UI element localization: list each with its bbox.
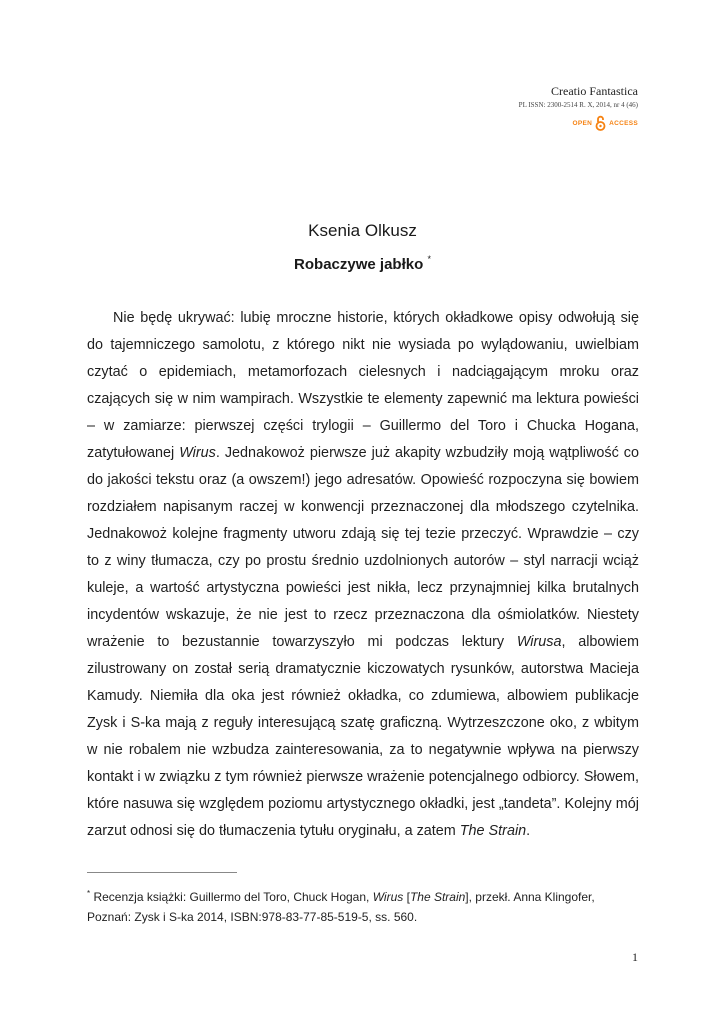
footnote-text-2: [: [403, 890, 410, 904]
article-author: Ksenia Olkusz: [308, 221, 417, 240]
body-text-part-1: Nie będę ukrywać: lubię mroczne historie, których okładkowe opisy odwołują się do tajemniczego samolotu, z którego nikt nie wysiada po wylądowaniu, uwielbiam czytać o epidemiach, metamorfozach cielesnych i nadciągającym mroku oraz czających się w nim wampirach. Wszystkie te elementy zapewnić ma lektura powieści – w zamiarze: pierwszej części trylogii – Guillermo del Toro i Chucka Hogana, zatytułowanej: [87, 310, 639, 461]
footnote-marker: *: [427, 254, 431, 264]
body-italic-the-strain: The Strain: [459, 823, 527, 839]
footnote-text-3: ], przekł. Anna Klingofer, Poznań: Zysk i S-ka 2014, ISBN:978-83-77-85-519-5, ss. 560.: [87, 890, 595, 924]
open-access-label-open: OPEN: [572, 119, 593, 127]
journal-header: [458, 84, 638, 132]
article-title: Robaczywe jabłko: [294, 256, 424, 273]
article-title-line: [0, 249, 725, 275]
open-access-logo: [458, 114, 638, 132]
body-italic-wirus: Wirus: [179, 445, 216, 461]
open-access-label-access: ACCESS: [609, 119, 638, 127]
footnote-mark: *: [87, 889, 91, 898]
open-lock-icon: [595, 115, 606, 131]
article-body: [87, 305, 639, 845]
journal-title: Creatio Fantastica: [551, 84, 638, 98]
body-italic-wirusa: Wirusa: [516, 634, 562, 650]
page-number: 1: [632, 950, 638, 964]
footnote-text-1: Recenzja książki: Guillermo del Toro, Chuck Hogan,: [90, 890, 373, 904]
body-text-part-4: .: [526, 823, 531, 839]
footnote: [87, 884, 639, 927]
footnote-italic-wirus: Wirus: [372, 890, 404, 904]
footnote-italic-the-strain: The Strain: [409, 890, 466, 904]
body-text-part-2: . Jednakowoż pierwsze już akapity wzbudziły moją wątpliwość co do jakości tekstu oraz (a owszem!) jego adresatów. Opowieść rozpoczyna się bowiem rozdziałem napisanym raczej w konwencji przeznaczonej dla młodszego czytelnika. Jednakowoż kolejne fragmenty utworu zdają się tej tezie przeczyć. Wprawdzie – czy to z winy tłumacza, czy po prostu średnio uzdolnionych autorów – styl narracji wciąż kuleje, a wartość artystyczna powieści jest nikła, lecz przynajmniej kilka brutalnych incydentów wskazuje, że nie jest to rzecz przeznaczona dla ośmiolatków. Niestety wrażenie to bezustannie towarzyszyło mi podczas lektury: [87, 445, 639, 650]
body-text-part-3: , albowiem zilustrowany on został serią dramatycznie kiczowatych rysunków, autorstwa Macieja Kamudy. Niemiła dla oka jest również okładka, co zdumiewa, albowiem publikacje Zysk i S-ka mają z reguły interesującą szatę graficzną. Wytrzeszczone oko, z wbitym w nie robalem nie wzbudza zainteresowania, za to negatywnie wpływa na pierwszy kontakt i w związku z tym również pierwsze wrażenie potencjalnego odbiorcy. Słowem, które nasuwa się względem poziomu artystycznego okładki, jest „tandeta”. Kolejny mój zarzut odnosi się do tłumaczenia tytułu oryginału, a zatem: [87, 634, 639, 839]
footnote-divider: [87, 872, 237, 873]
issn-line: PL ISSN: 2300-2514 R. X, 2014, nr 4 (46): [518, 101, 638, 109]
